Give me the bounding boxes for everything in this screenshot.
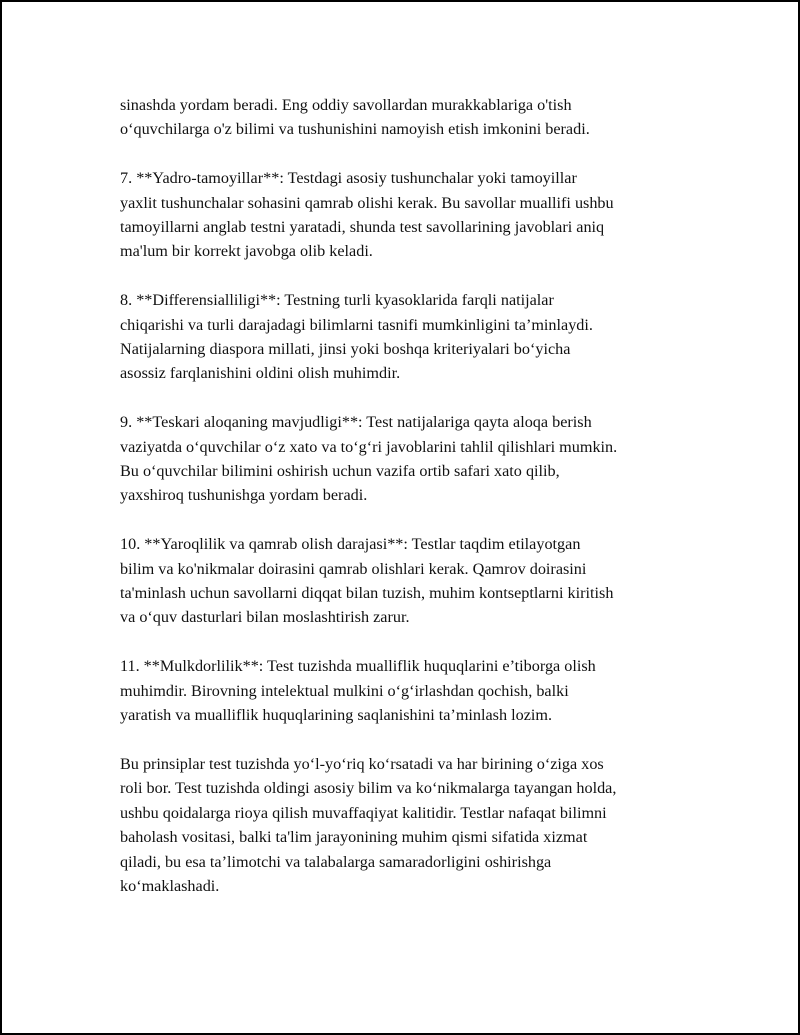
text-line: ushbu qoidalarga rioya qilish muvaffaqiyat kalitidir. Testlar nafaqat bilimni	[120, 803, 607, 822]
text-line: 9. **Teskari aloqaning mavjudligi**: Test natijalariga qayta aloqa berish	[120, 413, 592, 432]
text-line: ta'minlash uchun savollarni diqqat bilan tuzish, muhim kontseptlarni kiritish	[120, 584, 614, 603]
text-line: chiqarishi va turli darajadagi bilimlarni tasnifi mumkinligini ta’minlaydi.	[120, 315, 593, 334]
text-line: 11. **Mulkdorlilik**: Test tuzishda mualliflik huquqlarini e’tiborga olish	[120, 657, 596, 676]
paragraph-item-10	[120, 532, 720, 630]
text-line: qiladi, bu esa ta’limotchi va talabalarga samaradorligini oshirishga	[120, 852, 552, 871]
text-line: yaxlit tushunchalar sohasini qamrab olishi kerak. Bu savollar muallifi ushbu	[120, 193, 614, 212]
paragraph-item-9	[120, 410, 720, 508]
text-line: bilim va ko'nikmalar doirasini qamrab olishlari kerak. Qamrov doirasini	[120, 559, 587, 578]
paragraph-conclusion	[120, 752, 720, 898]
text-line: roli bor. Test tuzishda oldingi asosiy bilim va ko‘nikmalarga tayangan holda,	[120, 779, 617, 798]
text-line: 10. **Yaroqlilik va qamrab olish darajasi**: Testlar taqdim etilayotgan	[120, 535, 581, 554]
text-line: Natijalarning diaspora millati, jinsi yoki boshqa kriteriyalari bo‘yicha	[120, 340, 571, 359]
paragraph-item-7	[120, 166, 720, 264]
text-line: muhimdir. Birovning intelektual mulkini o‘g‘irlashdan qochish, balki	[120, 681, 569, 700]
text-line: tamoyillarni anglab testni yaratadi, shunda test savollarining javoblari aniq	[120, 218, 605, 237]
text-line: vaziyatda o‘quvchilar o‘z xato va to‘g‘ri javoblarini tahlil qilishlari mumkin.	[120, 437, 618, 456]
paragraph-item-8	[120, 288, 720, 386]
paragraph-intro	[120, 93, 720, 142]
text-line: o‘quvchilarga o'z bilimi va tushunishini namoyish etish imkonini beradi.	[120, 120, 590, 139]
text-line: yaratish va mualliflik huquqlarining saqlanishini ta’minlash lozim.	[120, 706, 553, 725]
text-line: ma'lum bir korrekt javobga olib keladi.	[120, 242, 373, 261]
text-line: yaxshiroq tushunishga yordam beradi.	[120, 486, 368, 505]
text-line: 8. **Differensialliligi**: Testning turli kyasoklarida farqli natijalar	[120, 291, 554, 310]
text-line: Bu prinsiplar test tuzishda yo‘l-yo‘riq ko‘rsatadi va har birining o‘ziga xos	[120, 754, 604, 773]
document-body	[120, 93, 720, 923]
text-line: Bu o‘quvchilar bilimini oshirish uchun vazifa ortib safari xato qilib,	[120, 462, 560, 481]
text-line: sinashda yordam beradi. Eng oddiy savollardan murakkablariga o'tish	[120, 96, 572, 114]
text-line: va o‘quv dasturlari bilan moslashtirish zarur.	[120, 608, 410, 627]
paragraph-item-11	[120, 654, 720, 727]
text-line: asossiz farqlanishini oldini olish muhimdir.	[120, 364, 401, 383]
text-line: baholash vositasi, balki ta'lim jarayonining muhim qismi sifatida xizmat	[120, 828, 588, 847]
text-line: 7. **Yadro-tamoyillar**: Testdagi asosiy tushunchalar yoki tamoyillar	[120, 169, 577, 188]
text-line: ko‘maklashadi.	[120, 876, 220, 895]
